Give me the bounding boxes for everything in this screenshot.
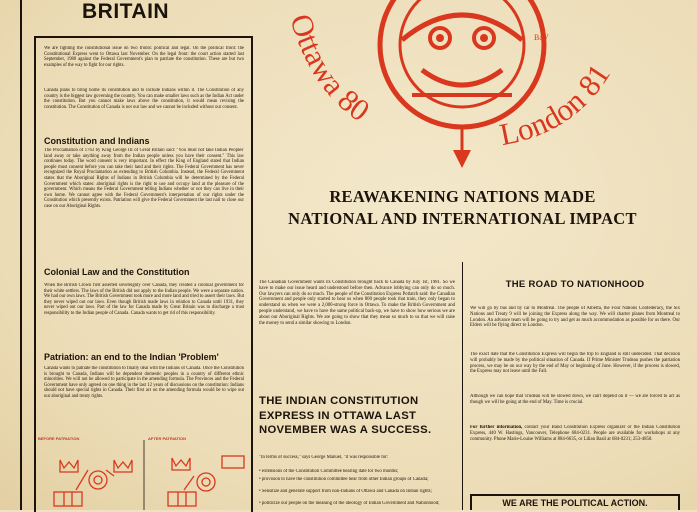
middle-quote: "In terms of success," says George Manuel, "it was responsible for: <box>259 455 389 460</box>
patriation-diagram <box>36 436 249 510</box>
intro-paragraph: We are fighting the constitutional issue on two fronts: political and legal. On the political front: the Constitutional Express went to Ottawa last November. On the legal front: the court action started last September, 1980 against the Federal Government's plan to patriate the constitution. These are but two examples of the way to fight for our rights. <box>44 46 244 68</box>
circle-icon-after <box>197 473 215 491</box>
circle-icon-before <box>89 471 107 489</box>
flag-icon-before <box>54 492 82 506</box>
intro-paragraph-2: Canada plans to bring home its constitution and to include Indians within it. The Constitution of any country is the biggest law governing the country. You can make smaller laws such as the Indian Act under the constitution. But you cannot make laws above the constitution, it would mean revising the constitution. The Constitution of Canada is not our law and we cannot be included without our consent. <box>44 88 244 110</box>
bullet-item: • provision to have the constitution committee hear from other Indian groups of Canada; <box>259 477 429 482</box>
patriation-diagram-graphic <box>36 436 249 510</box>
section-text-constitution: The Proclamation of 1763 by King George III of Great Britain said: "You must not take Indian Peoples' land away or take anything away from the Indian people unless you have their consent." This law continues today. The word consent is very important. In effect the King of England stated that Indian people must consent before you can take their land and their rights. The Federal Government has never recognized the Royal Proclamation as extending to British Columbia. Instead, the Federal Government states that the Aboriginal Rights of Indians in British Columbia will be determined by the Federal Government which states: aboriginal rights is the right to use and occupy land at the pleasure of the government. Which means the Federal Government telling Indians whether or not they can live in their own home. We cannot agree with the Federal Government's interpretation of our rights under the Constitution which presently exists. Patriation will give the Federal Government the last nail to close our case on our Aboriginal Rights. <box>44 148 244 209</box>
section-heading-colonial: Colonial Law and the Constitution <box>44 267 190 277</box>
middle-paragraph: The Canadian Government wants its Constitution brought back to Canada by July 1st, 1981. So we have to make our issue heard and understood before then. Advance lobbying can only do so much. Our lawyers can only do so much. The people of the Constitution Express Potlatch said: the Canadian Government and people only started to hear us when 800 people took that train, they only began to understand us when we were a 2,000-strong force in Ottawa. To make the British Government and people understand, we have to have the same political back-up, we have to show how serious we are about our Aboriginal Rights. We are going to show that they mean so much to us that we will raise the money to send a similar showing to London. <box>259 280 455 326</box>
section-text-patriation: Canada wants to patriate the constitution to finally deal with the Indians of Canada. Once the Constitution is brought to Canada, Indians will be dependent domestic peoples in a country of different ethnic minorities. We will not be allowed to participate in the amending formula. The Provinces and the Federal Government have only agreed on one thing in the last 12 years of discussions on the constitution: Indians should not have special rights in Canada. Their first act on the amending formula would be to wipe out our aboriginal and treaty rights. <box>44 366 244 399</box>
logo-ottawa-text: Ottawa 80 <box>283 9 377 129</box>
logo-london-text: London 81 <box>496 57 617 153</box>
headline-line-1: REAWAKENING NATIONS MADE <box>329 187 596 206</box>
logo-signature: BaV <box>534 33 549 42</box>
diagram-label-after: AFTER PATRIATION <box>148 436 186 441</box>
main-headline <box>260 186 665 230</box>
crown-icon-before <box>60 460 78 472</box>
section-heading-constitution: Constitution and Indians <box>44 136 150 146</box>
political-action-banner: WE ARE THE POLITICAL ACTION. <box>470 494 680 510</box>
diagram-label-before: BEFORE PATRIATION <box>38 436 80 441</box>
flag-icon-after <box>222 456 244 468</box>
right-heading: THE ROAD TO NATIONHOOD <box>505 279 645 290</box>
left-column <box>20 0 249 510</box>
section-text-colonial: When the British Crown first asserted sovereignty over Canada, they created a colonial government for their white settlers. The laws of the British did not apply to the Indian people. We were a separate nation. We had our own laws. The British Government took more and more land and tried to assert their laws. But they never wiped out our laws. Even though British made laws in relation to Canada until 1931, they never wiped out our laws. Part of the law for Canada made by Great Britain was to discharge a trust responsibility to the Indian people of Canada. Canada wants to get rid of this responsibility. <box>44 283 244 316</box>
section-heading-patriation: Patriation: an end to the Indian 'Problem' <box>44 352 219 362</box>
headline-line-2: NATIONAL AND INTERNATIONAL IMPACT <box>288 209 637 228</box>
bullet-item: • politicize our people on the meaning of the ideology of Indian Government and Nationhood; <box>259 501 440 506</box>
right-paragraph-2: The exact date that the Constitution Express will begin the trip to England is still undecided. That decision will probably be made by the political situation of Canada. If Prime Minister Trudeau pushes the patriation process, we may be on our way by the end of May or beginning of June. However, if the process is slowed, the Express may not leave until the Fall. <box>470 352 680 375</box>
ottawa-london-logo <box>262 0 662 170</box>
right-paragraph-3: Although we can hope that Trudeau will be slowed down, we can't depend on it — we are forced to act as though we will be going at the end of May. Time is crucial. <box>470 394 680 405</box>
bullet-item: • extensions of the Constitution Committee hearing date for two months; <box>259 469 399 474</box>
right-paragraph-1: We will go by bus and by car to Montreal. The people of Alberta, the Four Nations Confederacy, the Six Nations and Treaty 9 will be joining the Express along the way. We will charter planes from Montreal to London. An advance team will be going to try and get as much accommodation as possible for us there. Our Elders will be flying direct to London. <box>470 306 680 329</box>
right-paragraph-4: For further information, contact your Band Constitution Express organizer or the Indian Constitution Express, 440 W. Hastings, Vancouver, Telephone 684-0231. People are available for workshops at any community. Phone Marie-Louise Williams at 884-6635, or Lilian Basil at 684-0231; 253-4850. <box>470 425 680 442</box>
bullet-item: • Sensitize and generate support from non-Indians of Ottawa and Canada on Indian rights; <box>259 489 432 494</box>
middle-heading: THE INDIAN CONSTITUTION EXPRESS IN OTTAWA LAST NOVEMBER WAS A SUCCESS. <box>259 395 432 436</box>
column-divider <box>462 262 463 510</box>
left-title: BRITAIN <box>82 0 170 23</box>
crown-icon-after <box>172 458 190 470</box>
